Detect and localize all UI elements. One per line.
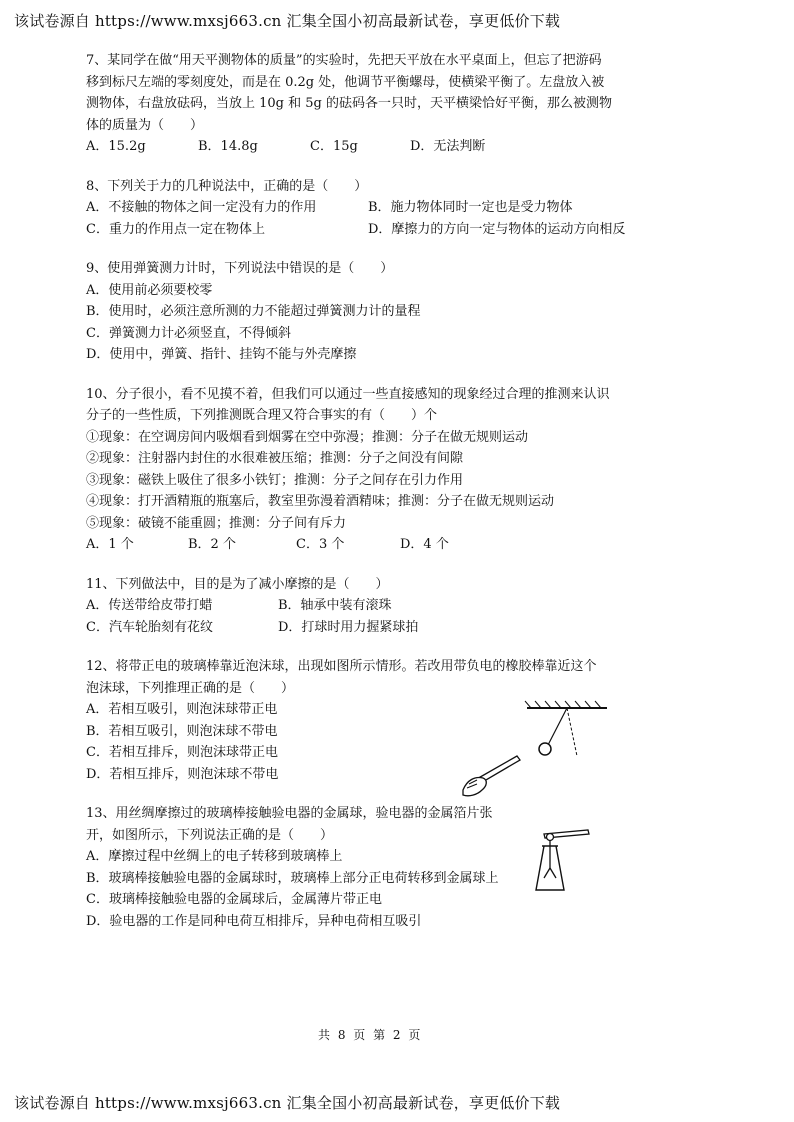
option-b: B．玻璃棒接触验电器的金属球时，玻璃棒上部分正电荷转移到金属球上 [86,870,499,886]
metal-foils [544,868,556,878]
option-b: B．若相互吸引，则泡沫球不带电 [86,723,278,739]
foam-ball-figure [455,698,615,808]
option-row [86,595,656,617]
option-a: A．摩擦过程中丝绸上的电子转移到玻璃棒上 [86,849,343,864]
option-b: B．使用时，必须注意所测的力不能超过弹簧测力计的量程 [86,304,421,319]
option-b: B．轴承中装有滚珠 [278,598,392,613]
option-d: D．无法判断 [410,139,486,154]
option-c: C．15g [310,139,358,154]
source-banner-bottom: 该试卷源自 https://www.mxsj663.cn 汇集全国小初高最新试卷，享更低价下载 [14,1094,561,1112]
hand [463,778,486,796]
question-text: 12、将带正电的玻璃棒靠近泡沫球，出现如图所示情形。若改用带负电的橡胶棒靠近这个 [86,659,597,674]
statement-4: ④现象：打开酒精瓶的瓶塞后，教室里弥漫着酒精味；推测：分子在做无规则运动 [86,494,555,509]
question-7 [86,50,656,158]
option-c: C．玻璃棒接触验电器的金属球后，金属薄片带正电 [86,892,382,907]
option-row [86,534,656,556]
question-text: 分子的一些性质，下列推测既合理又符合事实的有（ ）个 [86,408,438,423]
question-10 [86,384,656,556]
statement-5: ⑤现象：破镜不能重圆；推测：分子间有斥力 [86,515,347,531]
question-8 [86,176,656,241]
question-text: 开，如图所示，下列说法正确的是（ ） [86,827,334,843]
question-9 [86,258,656,366]
question-text: 9、使用弹簧测力计时，下列说法中错误的是（ ） [86,261,394,276]
option-d: D．若相互排斥，则泡沫球不带电 [86,766,279,782]
foam-ball [539,743,551,755]
option-row [86,197,656,219]
option-a: A．使用前必须要校零 [86,282,213,298]
option-b: B．2 个 [188,537,236,552]
option-a: A．若相互吸引，则泡沫球带正电 [86,702,278,717]
option-d: D．摩擦力的方向一定与物体的运动方向相反 [368,221,626,237]
ceiling-support [525,701,607,708]
question-text: 泡沫球，下列推理正确的是（ ） [86,680,295,696]
question-11 [86,574,656,639]
option-c: C．弹簧测力计必须竖直，不得倾斜 [86,325,291,341]
option-a: A．传送带给皮带打蜡 [86,598,213,613]
option-b: B．施力物体同时一定也是受力物体 [368,200,573,215]
question-text: 移到标尺左端的零刻度处，而是在 0.2g 处，他调节平衡螺母，使横梁平衡了。左盘放入被 [86,74,605,90]
option-d: D．使用中，弹簧、指针、挂钩不能与外壳摩擦 [86,347,357,362]
option-a: A．15.2g [86,139,146,154]
option-c: C．重力的作用点一定在物体上 [86,221,265,237]
statement-2: ②现象：注射器内封住的水很难被压缩；推测：分子之间没有间隙 [86,451,464,466]
page-footer: 共 8 页 第 2 页 [318,1028,423,1042]
statement-3: ③现象：磁铁上吸住了很多小铁钉；推测：分子之间存在引力作用 [86,472,464,488]
option-d: D．4 个 [400,537,449,552]
option-d: D．验电器的工作是同种电荷互相排斥，异种电荷相互吸引 [86,913,422,929]
electroscope-figure [528,826,594,894]
statement-1: ①现象：在空调房间内吸烟看到烟雾在空中弥漫；推测：分子在做无规则运动 [86,429,529,445]
option-c: C．汽车轮胎刻有花纹 [86,619,213,635]
vertical-reference-line [567,708,577,756]
thread [548,708,567,745]
option-b: B．14.8g [198,139,258,154]
question-list [86,50,656,950]
option-row [86,136,656,158]
metal-ball [547,834,554,841]
option-d: D．打球时用力握紧球拍 [278,619,419,635]
option-a: A．不接触的物体之间一定没有力的作用 [86,200,317,215]
option-c: C．若相互排斥，则泡沫球带正电 [86,745,278,760]
option-row [86,219,656,241]
question-text: 11、下列做法中，目的是为了减小摩擦的是（ ） [86,576,389,592]
option-row [86,617,656,639]
question-text: 8、下列关于力的几种说法中，正确的是（ ） [86,178,368,194]
question-text: 体的质量为（ ） [86,117,204,133]
option-c: C．3 个 [296,537,345,552]
question-text: 10、分子很小，看不见摸不着，但我们可以通过一些直接感知的现象经过合理的推测来认识 [86,386,610,402]
question-text: 13、用丝绸摩擦过的玻璃棒接触验电器的金属球，验电器的金属箔片张 [86,806,493,821]
question-text: 7、某同学在做“用天平测物体的质量”的实验时，先把天平放在水平桌面上，但忘了把游码 [86,53,602,68]
option-a: A．1 个 [86,537,134,552]
question-text: 测物体，右盘放砝码，当放上 10g 和 5g 的砝码各一只时，天平横梁恰好平衡，那么被测物 [86,96,612,111]
source-banner-top: 该试卷源自 https://www.mxsj663.cn 汇集全国小初高最新试卷，享更低价下载 [14,12,561,30]
